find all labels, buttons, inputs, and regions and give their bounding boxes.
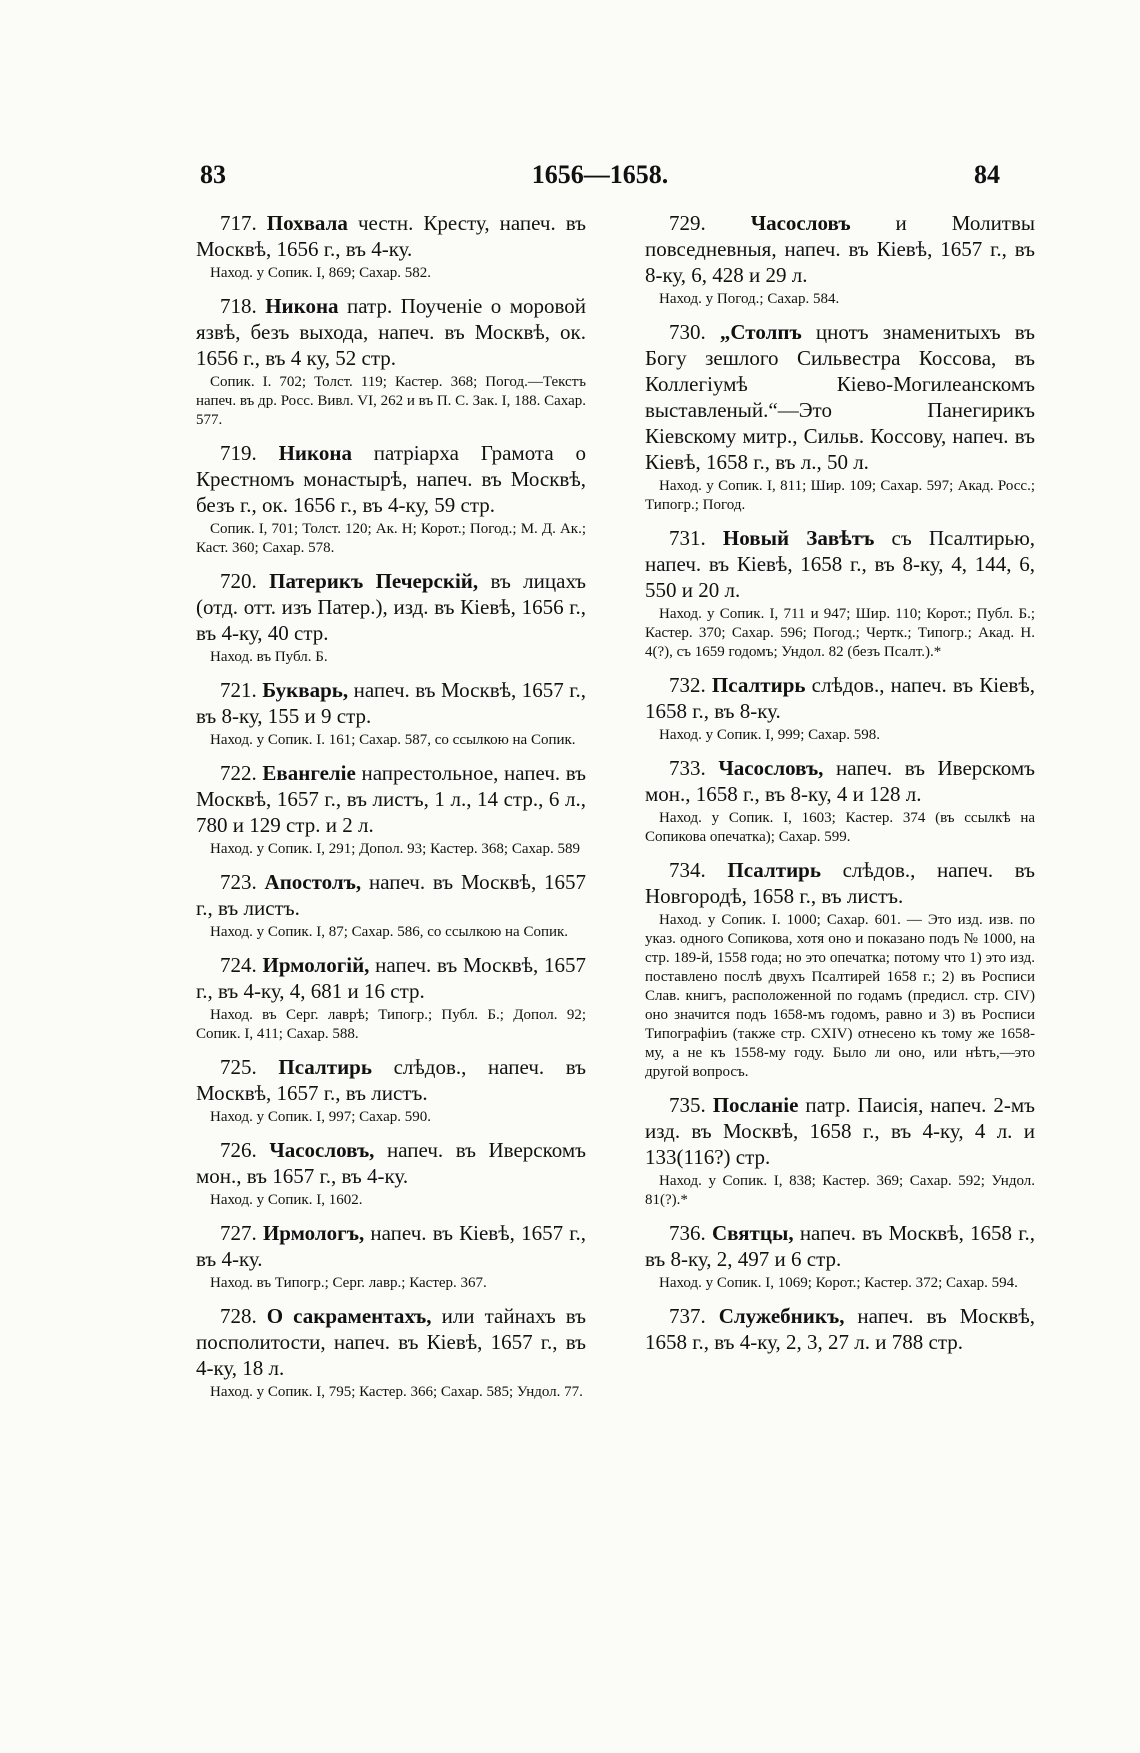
catalog-entry (645, 755, 1035, 847)
entry-title: Ирмологъ, (262, 1221, 365, 1245)
entry-note: Наход. у Сопик. I, 87; Сахар. 586, со ссылкою на Сопик. (210, 924, 569, 940)
catalog-entry (645, 1220, 1035, 1293)
entry-text (196, 568, 586, 646)
left-column (196, 210, 586, 1412)
catalog-entry (196, 1137, 586, 1210)
entry-number: 729. (669, 211, 706, 235)
entry-title: Патерикъ Печерскій, (269, 569, 479, 593)
catalog-entry (196, 760, 586, 859)
entry-number: 728. (220, 1304, 257, 1328)
entry-text (645, 857, 1035, 909)
entry-description: цнотъ знаменитыхъ въ Богу зешлого Сильвестра Коссова, въ Коллегіумѣ Кіево-Могилеанскомъ выставленый.“—Это Панегирикъ Кіевскому митр., Сильв. Коссову, напеч. въ Кіевѣ, 1658 г., въ л., 50 л. (645, 320, 1035, 474)
catalog-entry (645, 1092, 1035, 1210)
catalog-entry (196, 1303, 586, 1402)
entry-title: Служебникъ, (718, 1304, 845, 1328)
entry-note: Наход. у Сопик. I, 869; Сахар. 582. (210, 265, 432, 281)
entry-description: въ лицахъ (отд. отт. изъ Патер.), изд. въ Кіевѣ, 1656 г., въ 4-ку, 40 стр. (196, 569, 587, 645)
entry-note: Наход. въ Публ. Б. (210, 649, 328, 665)
entry-number: 717. (220, 211, 257, 235)
entry-note: Наход. у Сопик. I, 1603; Кастер. 374 (въ ссылкѣ на Сопикова опечатка); Сахар. 599. (645, 810, 1035, 845)
entry-description: честн. Кресту, напеч. въ Москвѣ, 1656 г., въ 4-ку. (196, 211, 587, 261)
entry-description: напеч. въ Иверскомъ мон., въ 1657 г., въ 4-ку. (196, 1138, 586, 1188)
entry-description: слѣдов., напеч. въ Москвѣ, 1657 г., въ листъ. (196, 1055, 587, 1105)
entry-number: 718. (220, 294, 257, 318)
entry-description: патріарха Грамота о Крестномъ монастырѣ, напеч. въ Москвѣ, безъ г., ок. 1656 г., въ 4-ку, 59 стр. (196, 441, 587, 517)
catalog-entry (196, 568, 586, 667)
catalog-entry (196, 1054, 586, 1127)
catalog-entry (645, 210, 1035, 309)
entry-note: Наход. у Сопик. I, 795; Кастер. 366; Сахар. 585; Ундол. 77. (210, 1384, 583, 1400)
entry-title: Псалтирь (727, 858, 821, 882)
entry-description: напрестольное, напеч. въ Москвѣ, 1657 г., въ листъ, 1 л., 14 стр., 6 л., 780 и 129 стр. и 2 л. (196, 761, 587, 837)
entry-note: Наход. у Сопик. I, 1069; Корот.; Кастер. 372; Сахар. 594. (659, 1275, 1018, 1291)
entry-number: 720. (220, 569, 257, 593)
entry-note: Наход. въ Типогр.; Серг. лавр.; Кастер. 367. (210, 1275, 487, 1291)
catalog-entry (645, 857, 1035, 1082)
entry-number: 719. (220, 441, 257, 465)
entry-note: Наход. въ Серг. лаврѣ; Типогр.; Публ. Б.; Допол. 92; Сопик. I, 411; Сахар. 588. (196, 1007, 586, 1042)
entry-title: Евангеліе (262, 761, 356, 785)
entry-title: Апостолъ, (264, 870, 362, 894)
entry-number: 736. (669, 1221, 706, 1245)
entry-title: Часословъ (750, 211, 851, 235)
entry-description: напеч. въ Москвѣ, 1657 г., въ 8-ку, 155 и 9 стр. (196, 678, 587, 728)
entry-text (645, 672, 1035, 724)
entry-description: съ Псалтирью, напеч. въ Кіевѣ, 1658 г., въ 8-ку, 4, 144, 6, 550 и 20 л. (645, 526, 1036, 602)
entry-description: напеч. въ Москвѣ, 1658 г., въ 4-ку, 2, 3, 27 л. и 788 стр. (645, 1304, 1035, 1354)
entry-number: 726. (220, 1138, 257, 1162)
catalog-entry (645, 319, 1035, 515)
entry-note: Наход. у Сопик. I, 997; Сахар. 590. (210, 1109, 432, 1125)
page-number-right: 84 (974, 160, 1000, 189)
entry-description: напеч. въ Москвѣ, 1657 г., въ листъ. (196, 870, 586, 920)
entry-title: Часословъ, (269, 1138, 375, 1162)
entry-text (645, 525, 1035, 603)
entry-note: Наход. у Сопик. I, 999; Сахар. 598. (659, 727, 881, 743)
entry-title: Святцы, (711, 1221, 794, 1245)
entry-description: напеч. въ Кіевѣ, 1657 г., въ 4-ку. (196, 1221, 586, 1271)
entry-note: Наход. у Сопик. I, 811; Шир. 109; Сахар. 597; Акад. Росс.; Типогр.; Погод. (645, 478, 1035, 513)
catalog-entry (196, 677, 586, 750)
page-number-left: 83 (200, 160, 226, 189)
entry-number: 733. (669, 756, 706, 780)
entry-text (645, 1092, 1035, 1170)
entry-text (196, 952, 586, 1004)
catalog-entry (645, 525, 1035, 662)
entry-text (196, 760, 586, 838)
entry-number: 735. (669, 1093, 706, 1117)
entry-description: слѣдов., напеч. въ Кіевѣ, 1658 г., въ 8-ку. (645, 673, 1036, 723)
entry-description: патр. Поученіе о моровой язвѣ, безъ выхода, напеч. въ Москвѣ, ок. 1656 г., въ 4 ку, 52 стр. (196, 294, 587, 370)
entry-description: напеч. въ Иверскомъ мон., 1658 г., въ 8-ку, 4 и 128 л. (645, 756, 1035, 806)
entry-title: Посланіе (712, 1093, 799, 1117)
entry-number: 724. (220, 953, 257, 977)
entry-title: Псалтирь (711, 673, 806, 697)
entry-title: Новый Завѣтъ (722, 526, 875, 550)
catalog-entry (196, 210, 586, 283)
entry-number: 732. (669, 673, 706, 697)
entry-text (196, 1220, 586, 1272)
entry-description: слѣдов., напеч. въ Новгородѣ, 1658 г., въ листъ. (645, 858, 1036, 908)
entry-description: или тайнахъ въ посполитости, напеч. въ Кіевѣ, 1657 г., въ 4-ку, 18 л. (196, 1304, 586, 1380)
entry-title: Часословъ, (718, 756, 824, 780)
entry-text (196, 210, 586, 262)
entry-text (645, 755, 1035, 807)
entry-text (196, 293, 586, 371)
entry-note: Наход. у Сопик. I, 838; Кастер. 369; Сахар. 592; Ундол. 81(?).* (645, 1173, 1035, 1208)
catalog-entry (645, 1303, 1035, 1355)
entry-note: Сопик. I, 701; Толст. 120; Ак. Н; Корот.; Погод.; М. Д. Ак.; Каст. 360; Сахар. 578. (196, 521, 586, 556)
entry-number: 737. (669, 1304, 706, 1328)
entry-title: Псалтирь (278, 1055, 372, 1079)
catalog-entry (196, 869, 586, 942)
entry-number: 725. (220, 1055, 257, 1079)
entry-note: Наход. у Сопик. I. 1000; Сахар. 601. — Это изд. изв. по указ. одного Сопикова, хотя оно и показано подъ № 1000, на стр. 189-й, 1558 года; но это опечатка; потому что 1) это изд. поставлено послѣ двухъ Псалтирей 1658 г.; 2) въ Росписи Слав. книгъ, расположенной по годамъ (предисл. стр. CIV) оно значится подъ 1658-мъ годомъ, равно и 3) въ Росписи Типографіиъ (также стр. CXIV) отнесено къ тому же 1658-му, а не къ 1558-му году. Было ли оно, или нѣтъ,—это другой вопросъ. (645, 912, 1035, 1080)
entry-description: напеч. въ Москвѣ, 1657 г., въ 4-ку, 4, 681 и 16 стр. (196, 953, 587, 1003)
entry-note: Наход. у Сопик. I. 161; Сахар. 587, со ссылкою на Сопик. (210, 732, 576, 748)
right-column (645, 210, 1035, 1365)
entry-number: 731. (669, 526, 706, 550)
entry-title: Букварь, (262, 678, 349, 702)
entry-description: и Молитвы повседневныя, напеч. въ Кіевѣ, 1657 г., въ 8-ку, 6, 428 и 29 л. (645, 211, 1036, 287)
entry-note: Наход. у Погод.; Сахар. 584. (659, 291, 840, 307)
entry-title: Никона (265, 294, 339, 318)
entry-number: 723. (220, 870, 257, 894)
entry-description: напеч. въ Москвѣ, 1658 г., въ 8-ку, 2, 497 и 6 стр. (645, 1221, 1036, 1271)
entry-title: Никона (278, 441, 352, 465)
entry-text (645, 1303, 1035, 1355)
running-head (200, 160, 1000, 190)
entry-text (196, 1054, 586, 1106)
entry-text (645, 1220, 1035, 1272)
entry-note: Наход. у Сопик. I, 1602. (210, 1192, 363, 1208)
catalog-entry (196, 1220, 586, 1293)
entry-number: 730. (669, 320, 706, 344)
entry-text (196, 440, 586, 518)
header-years: 1656—1658. (531, 160, 669, 189)
entry-number: 721. (220, 678, 257, 702)
entry-text (196, 677, 586, 729)
entry-text (645, 319, 1035, 475)
entry-text (645, 210, 1035, 288)
catalog-entry (196, 293, 586, 430)
entry-title: „Столпъ (719, 320, 802, 344)
entry-title: Ирмологій, (262, 953, 370, 977)
entry-number: 734. (669, 858, 706, 882)
entry-title: О сакраментахъ, (266, 1304, 432, 1328)
entry-number: 722. (220, 761, 257, 785)
entry-title: Похвала (266, 211, 348, 235)
entry-number: 727. (220, 1221, 257, 1245)
catalog-entry (645, 672, 1035, 745)
entry-note: Наход. у Сопик. I, 711 и 947; Шир. 110; Корот.; Публ. Б.; Кастер. 370; Сахар. 596; Погод.; Чертк.; Типогр.; Акад. Н. 4(?), съ 1659 годомъ; Ундол. 82 (безъ Псалт.).* (645, 606, 1035, 660)
entry-note: Наход. у Сопик. I, 291; Допол. 93; Кастер. 368; Сахар. 589 (210, 841, 580, 857)
entry-description: патр. Паисія, напеч. 2-мъ изд. въ Москвѣ, 1658 г., въ 4-ку, 4 л. и 133(116?) стр. (645, 1093, 1036, 1169)
entry-note: Сопик. I. 702; Толст. 119; Кастер. 368; Погод.—Текстъ напеч. въ др. Росс. Вивл. VI, 262 и въ П. С. Зак. I, 188. Сахар. 577. (196, 374, 586, 428)
catalog-entry (196, 440, 586, 558)
entry-text (196, 1303, 586, 1381)
entry-text (196, 1137, 586, 1189)
entry-text (196, 869, 586, 921)
catalog-entry (196, 952, 586, 1044)
